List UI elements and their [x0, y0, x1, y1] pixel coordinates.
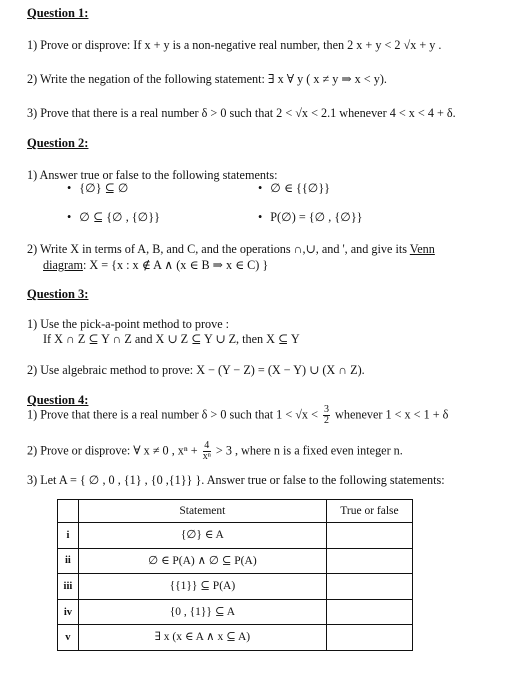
row-statement: ∅ ∈ P(A) ∧ ∅ ⊆ P(A) — [78, 548, 326, 574]
q3-item-2: 2) Use algebraic method to prove: X − (Y − Z) = (X − Y) ∪ (X ∩ Z). — [27, 363, 365, 377]
q2-bullet-2: • ∅ ∈ {{∅}} — [258, 181, 330, 196]
table-row — [58, 574, 413, 600]
q2-bullet-4: • P(∅) = {∅ , {∅}} — [258, 210, 363, 225]
row-number: iv — [58, 599, 79, 625]
table-row — [58, 625, 413, 651]
q1-item-3: 3) Prove that there is a real number δ > 0 such that 2 < √x < 2.1 whenever 4 < x < 4 + δ. — [27, 106, 456, 120]
q3-heading: Question 3: — [27, 287, 89, 301]
q2-bullet-1: • {∅} ⊆ ∅ — [67, 181, 129, 196]
row-number: v — [58, 625, 79, 651]
row-statement: {∅} ∈ A — [78, 523, 326, 549]
row-number: iii — [58, 574, 79, 600]
row-answer-cell[interactable] — [326, 548, 412, 574]
q4-item-2 — [27, 441, 403, 462]
q1-heading: Question 1: — [27, 6, 89, 20]
q4-item-1-num: 3 — [324, 404, 329, 415]
q4-item-2-num: 4 — [204, 440, 210, 451]
q2-heading: Question 2: — [27, 136, 89, 150]
q2-item-1: 1) Answer true or false to the following statements: — [27, 168, 278, 182]
row-answer-cell[interactable] — [326, 599, 412, 625]
q4-item-2-text: 2) Prove or disprove: ∀ x ≠ 0 , xⁿ + — [27, 443, 198, 458]
q2-item-2-venn: Venn — [409, 242, 435, 256]
q4-item-1-rest: whenever 1 < x < 1 + δ — [335, 407, 449, 422]
q4-item-1-den: 2 — [324, 415, 329, 426]
row-answer-cell[interactable] — [326, 625, 412, 651]
row-answer-cell[interactable] — [326, 523, 412, 549]
q3-item-1-sub: If X ∩ Z ⊆ Y ∩ Z and X ∪ Z ⊆ Y ∪ Z, then X ⊆ Y — [43, 332, 300, 346]
row-number: i — [58, 523, 79, 549]
q4-item-3: 3) Let A = { ∅ , 0 , {1} , {0 ,{1}} }. Answer true or false to the following statements: — [27, 473, 445, 487]
q4-item-2-den: xⁿ — [202, 451, 211, 462]
q1-item-2: 2) Write the negation of the following statement: ∃ x ∀ y ( x ≠ y ⇒ x < y). — [27, 72, 387, 86]
q3-item-1: 1) Use the pick-a-point method to prove : — [27, 317, 230, 331]
q4-heading: Question 4: — [27, 393, 89, 407]
table-header-row — [58, 500, 413, 523]
table-row — [58, 548, 413, 574]
q4-item-1 — [27, 405, 448, 426]
statement-table — [57, 499, 413, 651]
row-number: ii — [58, 548, 79, 574]
q2-item-2-line-2 — [43, 258, 268, 273]
q2-bullet-3: • ∅ ⊆ {∅ , {∅}} — [67, 210, 160, 225]
q4-item-2-rest: > 3 , where n is a fixed even integer n. — [215, 443, 403, 458]
row-statement: ∃ x (x ∈ A ∧ x ⊆ A) — [78, 625, 326, 651]
q2-item-2-set: : X = {x : x ∉ A ∧ (x ∈ B ⇒ x ∈ C) } — [82, 258, 269, 272]
q1-item-1: 1) Prove or disprove: If x + y is a non-negative real number, then 2 x + y < 2 √x + y . — [27, 38, 442, 52]
q2-item-2-line-1 — [27, 242, 435, 257]
table-row — [58, 523, 413, 549]
q4-item-1-text: 1) Prove that there is a real number δ > 0 such that 1 < √x < — [27, 407, 318, 422]
row-statement: {{1}} ⊆ P(A) — [78, 574, 326, 600]
q2-item-2-diagram: diagram — [43, 258, 83, 272]
table-header-statement: Statement — [78, 500, 326, 523]
q4-item-1-fraction — [323, 405, 330, 426]
row-statement: {0 , {1}} ⊆ A — [78, 599, 326, 625]
table-header-true-false: True or false — [326, 500, 412, 523]
row-answer-cell[interactable] — [326, 574, 412, 600]
q4-item-2-fraction — [203, 441, 211, 462]
table-header-index — [58, 500, 79, 523]
table-row — [58, 599, 413, 625]
q2-item-2-text: 2) Write X in terms of A, B, and C, and the operations ∩,∪, and ', and give its — [27, 242, 410, 256]
